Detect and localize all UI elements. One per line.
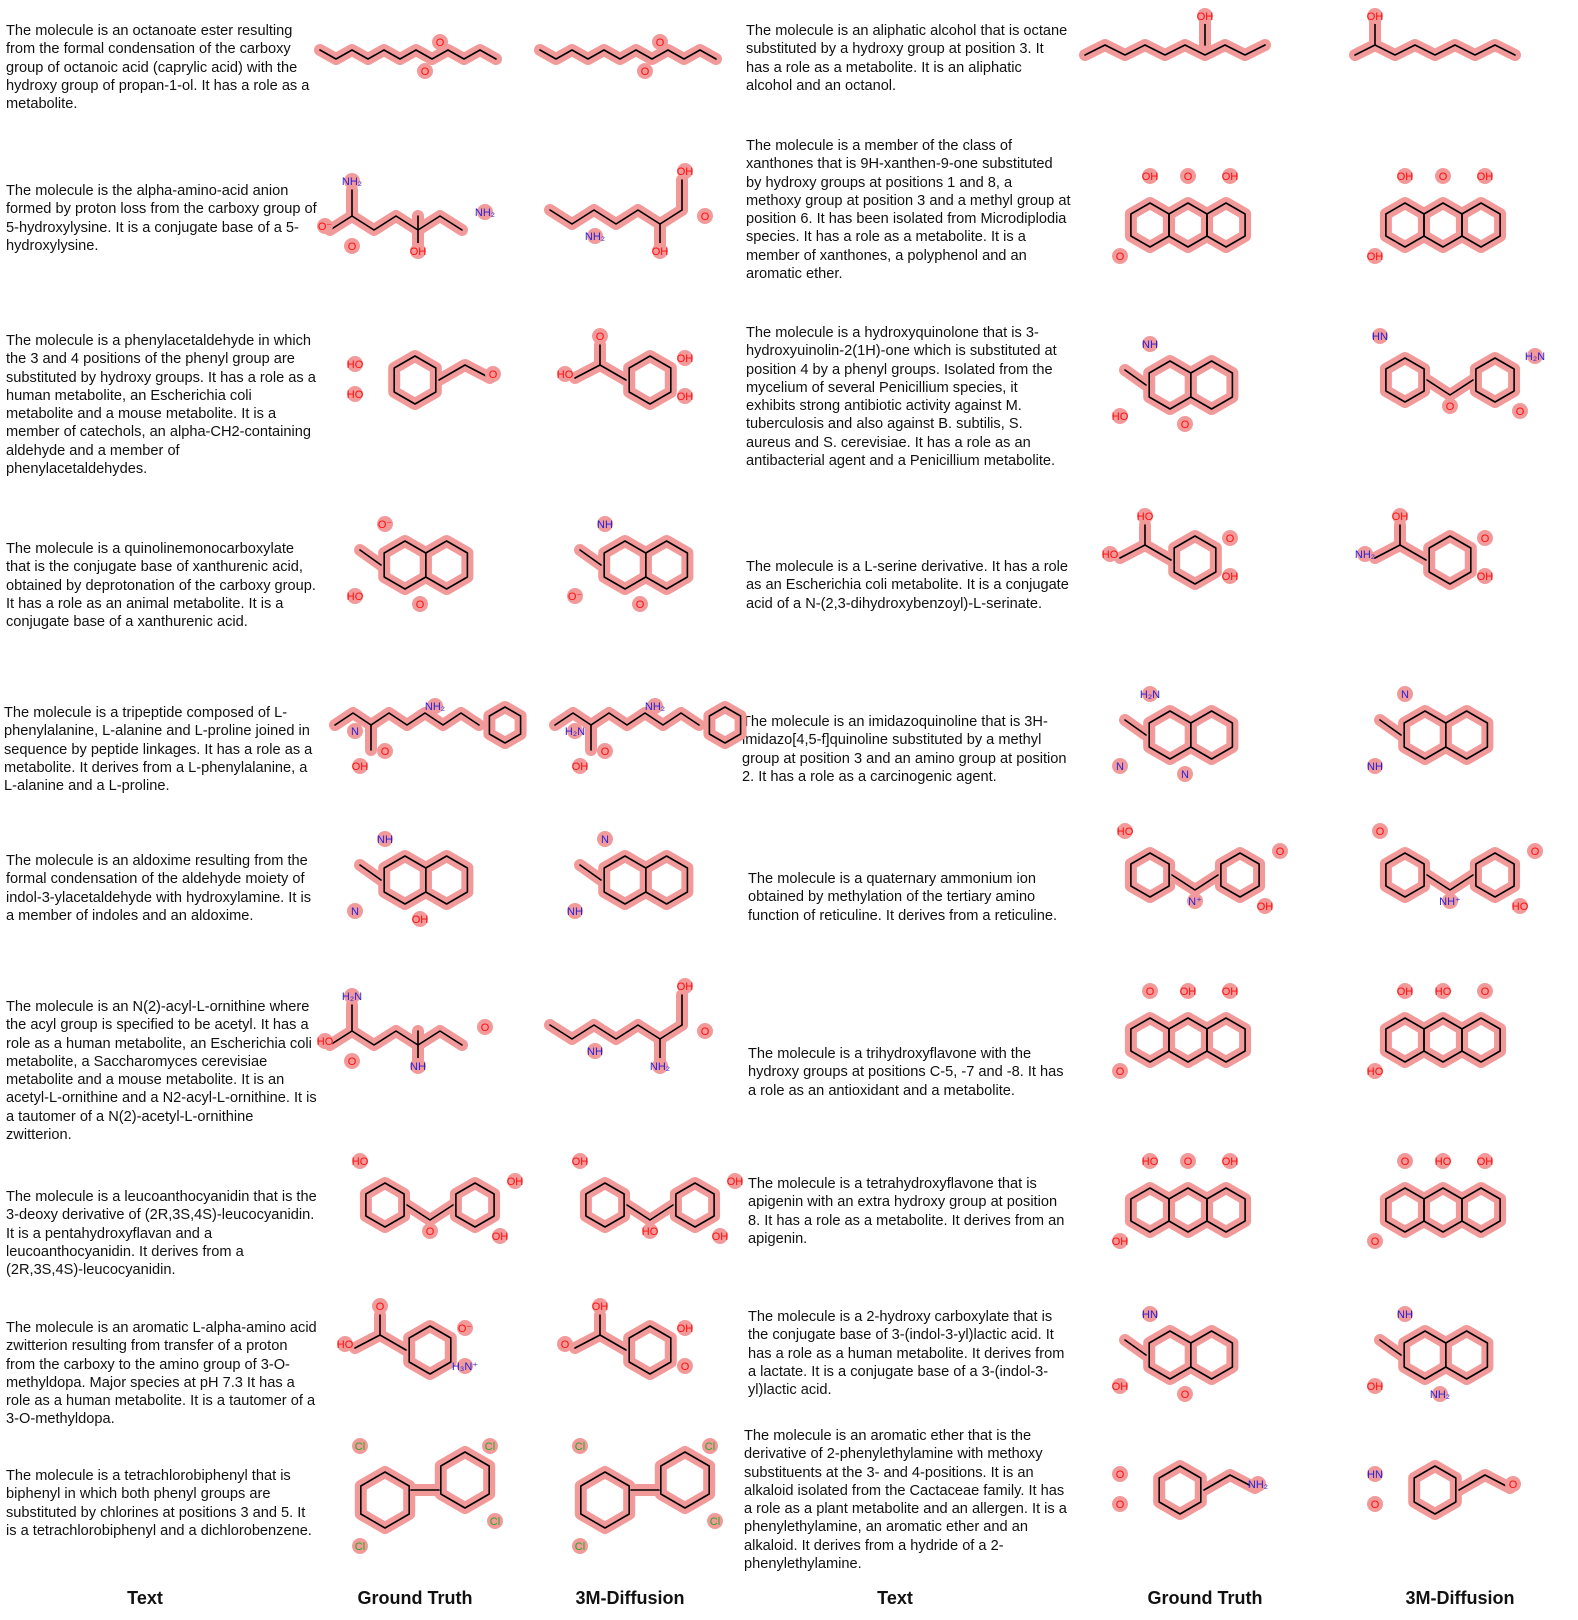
description-text: The molecule is a L-serine derivative. It has a role as an Escherichia coli metabolite. It is a conjugate acid of a N-(2,3-dihydroxybenzoyl)-L-serinate. — [746, 559, 1069, 612]
highlight-bond — [581, 1472, 629, 1528]
atom-label: O — [1370, 1499, 1380, 1511]
highlight-bond — [1174, 536, 1216, 584]
atom-label: NH₂ — [474, 207, 496, 219]
highlight-bond — [1386, 358, 1424, 402]
atom-label: N — [351, 906, 359, 918]
highlight-bond — [1446, 1331, 1488, 1379]
highlight-bond — [676, 1183, 714, 1227]
atom-label: OH — [711, 1231, 729, 1243]
atom-label: O — [1480, 533, 1490, 545]
atom-label: NH — [597, 519, 613, 531]
highlight-bond — [1149, 1331, 1191, 1379]
atom-label: HO — [1434, 1156, 1452, 1168]
atom-label: O — [380, 746, 390, 758]
atom-label: HO — [346, 591, 364, 603]
ground-truth-molecule — [315, 160, 545, 300]
atom-label: O — [680, 1361, 690, 1373]
3m-diffusion-molecule — [535, 670, 765, 810]
ground-truth-molecule — [1080, 975, 1310, 1115]
atom-label: OH — [651, 246, 669, 258]
highlight-bond — [1207, 1018, 1245, 1062]
3m-diffusion-molecule — [1335, 500, 1565, 640]
atom-label: O — [1480, 986, 1490, 998]
highlight-bond — [426, 856, 468, 904]
atom-label: HN — [1372, 331, 1388, 343]
highlight-bond — [1404, 1331, 1446, 1379]
highlight-bond — [1427, 380, 1473, 395]
atom-label: O — [655, 37, 665, 49]
atom-label: NH₂ — [341, 176, 363, 188]
atom-label: HO — [1101, 549, 1119, 561]
atom-label: N — [1181, 769, 1189, 781]
atom-label: O — [1530, 846, 1540, 858]
atom-label: NH₂ — [1429, 1389, 1451, 1401]
atom-label: O — [1370, 1236, 1380, 1248]
atom-label: O — [375, 1301, 385, 1313]
highlight-bond — [1476, 853, 1514, 897]
highlight-bond — [1404, 711, 1446, 759]
atom-label: HO — [1116, 826, 1134, 838]
atom-label: NH₂ — [584, 231, 606, 243]
atom-label: HO — [1136, 511, 1154, 523]
atom-label: O — [1225, 533, 1235, 545]
atom-label: O — [1115, 1066, 1125, 1078]
atom-label: H₂N — [1139, 689, 1161, 701]
ground-truth-molecule — [1080, 500, 1310, 640]
atom-label: OH — [1391, 511, 1409, 523]
atom-label: OH — [676, 353, 694, 365]
description-text: The molecule is a quaternary ammonium ion obtained by methylation of the tertiary amino function of reticuline. It derives from a reticuline. — [748, 871, 1058, 924]
ground-truth-molecule — [1080, 1430, 1310, 1570]
description-text: The molecule is a quinolinemonocarboxylate that is the conjugate base of xanthurenic acid, obtained by deprotonation of the carboxy group. It has a role as an animal metabolite. It is a conjugate base of a xanthurenic acid. — [6, 541, 316, 631]
ground-truth-molecule — [1080, 10, 1310, 150]
ground-truth-molecule — [1080, 815, 1310, 955]
atom-label: NH — [1397, 1309, 1413, 1321]
highlight-bond — [409, 1326, 451, 1374]
highlight-bond — [1414, 1466, 1456, 1514]
highlight-bond — [1149, 711, 1191, 759]
atom-label: O — [1275, 846, 1285, 858]
ground-truth-molecule — [315, 500, 545, 640]
atom-label: O — [1438, 171, 1448, 183]
atom-label: Cl — [484, 1441, 496, 1453]
atom-label: O — [347, 1056, 357, 1068]
atom-label: O — [1115, 1499, 1125, 1511]
atom-label: O — [560, 1339, 570, 1351]
highlight-bond — [629, 1326, 671, 1374]
ground-truth-molecule — [315, 10, 545, 150]
atom-label: OH — [1366, 251, 1384, 263]
atom-label: NH₂ — [1354, 549, 1376, 561]
atom-label: O — [1115, 1469, 1125, 1481]
3m-diffusion-molecule — [1335, 10, 1565, 150]
highlight-bond — [1191, 711, 1233, 759]
3m-diffusion-molecule — [535, 1145, 765, 1285]
atom-label: N — [1116, 761, 1124, 773]
atom-label: O — [1183, 171, 1193, 183]
atom-label: NH — [410, 1061, 426, 1073]
atom-label: H₂N — [564, 726, 586, 738]
ground-truth-molecule — [315, 1290, 545, 1430]
atom-label: O — [347, 241, 357, 253]
highlight-bond — [1462, 203, 1500, 247]
3m-diffusion-molecule — [1335, 1145, 1565, 1285]
atom-label: OH — [1476, 571, 1494, 583]
atom-label: O — [480, 1022, 490, 1034]
atom-label: O — [1180, 419, 1190, 431]
atom-label: NH — [567, 906, 583, 918]
atom-label: HN — [1367, 1469, 1383, 1481]
3m-diffusion-molecule — [1335, 160, 1565, 300]
3m-diffusion-molecule — [535, 1430, 765, 1570]
atom-label: OH — [1179, 986, 1197, 998]
atom-label: OH — [1111, 1381, 1129, 1393]
3m-diffusion-molecule — [535, 320, 765, 460]
highlight-bond — [1459, 1475, 1510, 1490]
3m-diffusion-molecule — [1335, 320, 1565, 460]
atom-label: Cl — [354, 1441, 366, 1453]
atom-label: O — [425, 1226, 435, 1238]
highlight-bond — [394, 356, 436, 404]
3m-diffusion-molecule — [535, 160, 765, 300]
atom-label: OH — [351, 761, 369, 773]
description-text: The molecule is an aldoxime resulting from the formal condensation of the aldehyde moiety of indol-3-ylacetaldehyde with hydroxylamine. It is a member of indoles and an aldoxime. — [6, 853, 311, 924]
highlight-bond — [439, 365, 490, 380]
ground-truth-molecule — [1080, 1290, 1310, 1430]
atom-label: O — [1183, 1156, 1193, 1168]
3m-diffusion-molecule — [1335, 1290, 1565, 1430]
ground-truth-molecule — [315, 670, 545, 810]
atom-label: OH — [1396, 986, 1414, 998]
3m-diffusion-molecule — [1335, 1430, 1565, 1570]
atom-label: N⁺ — [1188, 896, 1202, 908]
atom-label: O — [700, 1026, 710, 1038]
atom-label: OH — [571, 1156, 589, 1168]
atom-label: OH — [1221, 1156, 1239, 1168]
atom-label: O — [1400, 1156, 1410, 1168]
atom-label: OH — [1141, 171, 1159, 183]
atom-label: HO — [346, 389, 364, 401]
ground-truth-molecule — [1080, 160, 1310, 300]
description-text: The molecule is a member of the class of xanthones that is 9H-xanthen-9-one substituted by hydroxy groups at positions 1 and 8, a methoxy group at position 3 and a methyl group at position 6. It has been isolated from Microdiplodia species. It has a role as a metabolite. It is a member of xanthones, a polyphenol and an aromatic ether. — [746, 138, 1071, 283]
atom-label: OH — [1221, 571, 1239, 583]
highlight-bond — [1191, 1331, 1233, 1379]
atom-label: Cl — [704, 1441, 716, 1453]
highlight-bond — [627, 1205, 673, 1220]
highlight-bond — [646, 856, 688, 904]
highlight-bond — [661, 1452, 709, 1508]
description-text: The molecule is an octanoate ester resulting from the formal condensation of the carboxy group of octanoic acid (caprylic acid) with the hydroxy group of propan-1-ol. It has a role as a metabolite. — [6, 23, 310, 113]
atom-label: OH — [1476, 1156, 1494, 1168]
3m-diffusion-molecule — [535, 815, 765, 955]
atom-label: NH₂ — [1247, 1479, 1269, 1491]
atom-label: OH — [491, 1231, 509, 1243]
atom-label: HO — [556, 369, 574, 381]
highlight-bond — [604, 856, 646, 904]
atom-label: NH — [587, 1046, 603, 1058]
atom-label: O⁻ — [567, 591, 583, 603]
atom-label: HO — [1141, 1156, 1159, 1168]
atom-label: OH — [1221, 986, 1239, 998]
highlight-bond — [1172, 875, 1218, 890]
atom-label: N — [1401, 689, 1409, 701]
highlight-bond — [1207, 203, 1245, 247]
description-text: The molecule is an imidazoquinoline that is 3H-imidazo[4,5-f]quinoline substituted by a methyl group at position 3 and an amino group at position 2. It has a role as a carcinogenic agent. — [742, 714, 1067, 785]
atom-label: OH — [676, 166, 694, 178]
column-header-text-right: Text — [877, 1588, 913, 1608]
ground-truth-molecule — [315, 975, 545, 1115]
highlight-bond — [646, 541, 688, 589]
atom-label: O — [640, 66, 650, 78]
3m-diffusion-molecule — [535, 500, 765, 640]
atom-label: O — [1445, 401, 1455, 413]
ground-truth-molecule — [315, 1430, 545, 1570]
atom-label: OH — [676, 391, 694, 403]
atom-label: HO — [351, 1156, 369, 1168]
atom-label: OH — [1476, 171, 1494, 183]
description-text: The molecule is a phenylacetaldehyde in which the 3 and 4 positions of the phenyl group are substituted by hydroxy groups. It has a role as a human metabolite, an Escherichia coli metabolite and a mouse metabolite. It is a member of catechols, an alpha-CH2-containing aldehyde and a member of phenylacetaldehydes. — [6, 333, 316, 478]
atom-label: OH — [726, 1176, 744, 1188]
ground-truth-molecule — [1080, 320, 1310, 460]
atom-label: NH — [377, 834, 393, 846]
highlight-bond — [441, 1452, 489, 1508]
atom-label: HO — [1511, 901, 1529, 913]
atom-label: HO — [1366, 1066, 1384, 1078]
column-header-3m-diffusion-right: 3M-Diffusion — [1405, 1588, 1515, 1608]
atom-label: O — [415, 599, 425, 611]
3m-diffusion-molecule — [1335, 975, 1565, 1115]
atom-label: O⁻ — [457, 1323, 473, 1335]
highlight-bond — [384, 856, 426, 904]
atom-label: O — [595, 331, 605, 343]
atom-label: H₃N⁺ — [451, 1361, 479, 1373]
ground-truth-molecule — [1080, 1145, 1310, 1285]
atom-label: O — [1115, 251, 1125, 263]
highlight-bond — [1462, 1188, 1500, 1232]
atom-label: Cl — [574, 1441, 586, 1453]
3m-diffusion-molecule — [535, 1290, 765, 1430]
atom-label: HO — [336, 1339, 354, 1351]
atom-label: H₂N — [1524, 351, 1546, 363]
atom-label: Cl — [354, 1541, 366, 1553]
atom-label: NH₂ — [644, 701, 666, 713]
atom-label: OH — [1256, 901, 1274, 913]
highlight-bond — [1386, 853, 1424, 897]
atom-label: NH⁺ — [1439, 896, 1461, 908]
atom-label: O — [488, 369, 498, 381]
highlight-bond — [361, 1472, 409, 1528]
3m-diffusion-molecule — [1335, 670, 1565, 810]
atom-label: OH — [1221, 171, 1239, 183]
highlight-bond — [1207, 1188, 1245, 1232]
column-header-3m-diffusion-left: 3M-Diffusion — [575, 1588, 685, 1608]
description-text: The molecule is a trihydroxyflavone with the hydroxy groups at positions C-5, -7 and -8. It has a role as an antioxidant and a metabolite. — [748, 1046, 1064, 1099]
highlight-bond — [629, 356, 671, 404]
atom-label: OH — [676, 981, 694, 993]
description-text: The molecule is an aromatic ether that is the derivative of 2-phenylethylamine with methoxy substituents at the 3- and 4-positions. It is an alkaloid isolated from the Cactaceae family. It has a role as a plant metabolite and an allergen. It is a phenylethylamine, an aromatic ether and an alkaloid. It derives from a hydride of a 2-phenylethylamine. — [744, 1428, 1067, 1573]
atom-label: N — [601, 834, 609, 846]
atom-label: O — [1508, 1479, 1518, 1491]
highlight-bond — [1446, 711, 1488, 759]
highlight-bond — [1427, 875, 1473, 890]
atom-label: OH — [591, 1301, 609, 1313]
atom-label: OH — [1366, 1381, 1384, 1393]
atom-label: O — [1515, 406, 1525, 418]
highlight-bond — [407, 1205, 453, 1220]
highlight-bond — [1429, 536, 1471, 584]
ground-truth-molecule — [315, 815, 545, 955]
atom-label: O⁻ — [317, 221, 333, 233]
atom-label: OH — [1111, 1236, 1129, 1248]
column-header-ground-truth-right: Ground Truth — [1147, 1588, 1263, 1608]
atom-label: NH — [1142, 339, 1158, 351]
description-text: The molecule is an N(2)-acyl-L-ornithine where the acyl group is specified to be acetyl. It has a role as a human metabolite, an Escherichia coli metabolite, a Saccharomyces cerevisiae metabolite and a mouse metabolite. It is an acetyl-L-ornithine and a N2-acyl-L-ornithine. It is a tautomer of a N(2)-acetyl-L-ornithine zwitterion. — [6, 999, 317, 1144]
highlight-bond — [1476, 358, 1514, 402]
atom-label: O — [635, 599, 645, 611]
column-header-text-left: Text — [127, 1588, 163, 1608]
ground-truth-molecule — [315, 320, 545, 460]
atom-label: OH — [676, 1323, 694, 1335]
description-text: The molecule is a tetrahydroxyflavone that is apigenin with an extra hydroxy group at position 8. It has a role as a metabolite. It derives from an apigenin. — [748, 1176, 1065, 1247]
atom-label: O⁻ — [377, 519, 393, 531]
atom-label: Cl — [709, 1516, 721, 1528]
ground-truth-molecule — [1080, 670, 1310, 810]
atom-label: HO — [1434, 986, 1452, 998]
atom-label: OH — [1196, 11, 1214, 23]
description-text: The molecule is an aliphatic alcohol that is octane substituted by a hydroxy group at position 3. It has a role as a metabolite. It is an aliphatic alcohol and an octanol. — [746, 23, 1068, 94]
3m-diffusion-molecule — [535, 975, 765, 1115]
atom-label: NH₂ — [649, 1061, 671, 1073]
atom-label: Cl — [574, 1541, 586, 1553]
highlight-bond — [1131, 853, 1169, 897]
atom-label: OH — [411, 914, 429, 926]
highlight-bond — [1159, 1466, 1201, 1514]
highlight-bond — [426, 541, 468, 589]
highlight-bond — [384, 541, 426, 589]
atom-label: Cl — [489, 1516, 501, 1528]
3m-diffusion-molecule — [1335, 815, 1565, 955]
atom-label: NH₂ — [424, 701, 446, 713]
highlight-bond — [1462, 1018, 1500, 1062]
ground-truth-molecule — [315, 1145, 545, 1285]
highlight-bond — [366, 1183, 404, 1227]
atom-label: HO — [316, 1036, 334, 1048]
highlight-bond — [1149, 361, 1191, 409]
atom-label: NH — [1367, 761, 1383, 773]
highlight-bond — [586, 1183, 624, 1227]
atom-label: N — [351, 726, 359, 738]
atom-label: O — [1180, 1389, 1190, 1401]
atom-label: O — [1375, 826, 1385, 838]
atom-label: O — [435, 37, 445, 49]
atom-label: H₂N — [341, 991, 363, 1003]
atom-label: OH — [1396, 171, 1414, 183]
atom-label: HO — [346, 359, 364, 371]
atom-label: OH — [1366, 11, 1384, 23]
highlight-bond — [1221, 853, 1259, 897]
description-text: The molecule is the alpha-amino-acid anion formed by proton loss from the carboxy group of 5-hydroxylysine. It is a conjugate base of a 5-hydroxylysine. — [6, 183, 317, 254]
description-text: The molecule is a hydroxyquinolone that is 3-hydroxyuinolin-2(1H)-one which is substituted at position 4 by a phenyl groups. Isolated from the mycelium of several Penicillium species, it exhibits strong antibiotic activity against M. tuberculosis and also against B. subtilis, S. aureus and S. cerevisiae. It has a role as an antibacterial agent and a Penicillium metabolite. — [746, 325, 1057, 470]
atom-label: OH — [409, 246, 427, 258]
atom-label: OH — [571, 761, 589, 773]
highlight-bond — [604, 541, 646, 589]
3m-diffusion-molecule — [535, 10, 765, 150]
highlight-bond — [456, 1183, 494, 1227]
description-text: The molecule is an aromatic L-alpha-amino acid zwitterion resulting from transfer of a proton from the carboxy to the amino group of 3-O-methyldopa. Major species at pH 7.3 It has a role as a human metabolite. It is a tautomer of a 3-O-methyldopa. — [6, 1320, 317, 1428]
description-text: The molecule is a tripeptide composed of L-phenylalanine, L-alanine and L-proline joined in sequence by peptide linkages. It has a role as a metabolite. It derives from a L-phenylalanine, a L-alanine and a L-proline. — [4, 705, 313, 795]
atom-label: OH — [506, 1176, 524, 1188]
description-text: The molecule is a tetrachlorobiphenyl that is biphenyl in which both phenyl groups are substituted by chlorines at positions 3 and 5. It is a tetrachlorobiphenyl and a dichlorobenzene. — [6, 1468, 312, 1539]
description-text: The molecule is a 2-hydroxy carboxylate that is the conjugate base of 3-(indol-3-yl)lactic acid. It has a role as a human metabolite. It derives from a lactate. It is a conjugate base of a 3-(indol-3-yl)lactic acid. — [748, 1309, 1065, 1399]
atom-label: HO — [641, 1226, 659, 1238]
atom-label: O — [1145, 986, 1155, 998]
highlight-bond — [1191, 361, 1233, 409]
column-header-ground-truth-left: Ground Truth — [357, 1588, 473, 1608]
atom-label: O — [600, 746, 610, 758]
atom-label: HN — [1142, 1309, 1158, 1321]
description-text: The molecule is a leucoanthocyanidin that is the 3-deoxy derivative of (2R,3S,4S)-leucocyanidin. It is a pentahydroxyflavan and a leucoanthocyanidin. It derives from a (2R,3S,4S)-leucocyanidin. — [6, 1189, 317, 1279]
atom-label: HO — [1111, 411, 1129, 423]
atom-label: O — [420, 66, 430, 78]
atom-label: O — [700, 211, 710, 223]
